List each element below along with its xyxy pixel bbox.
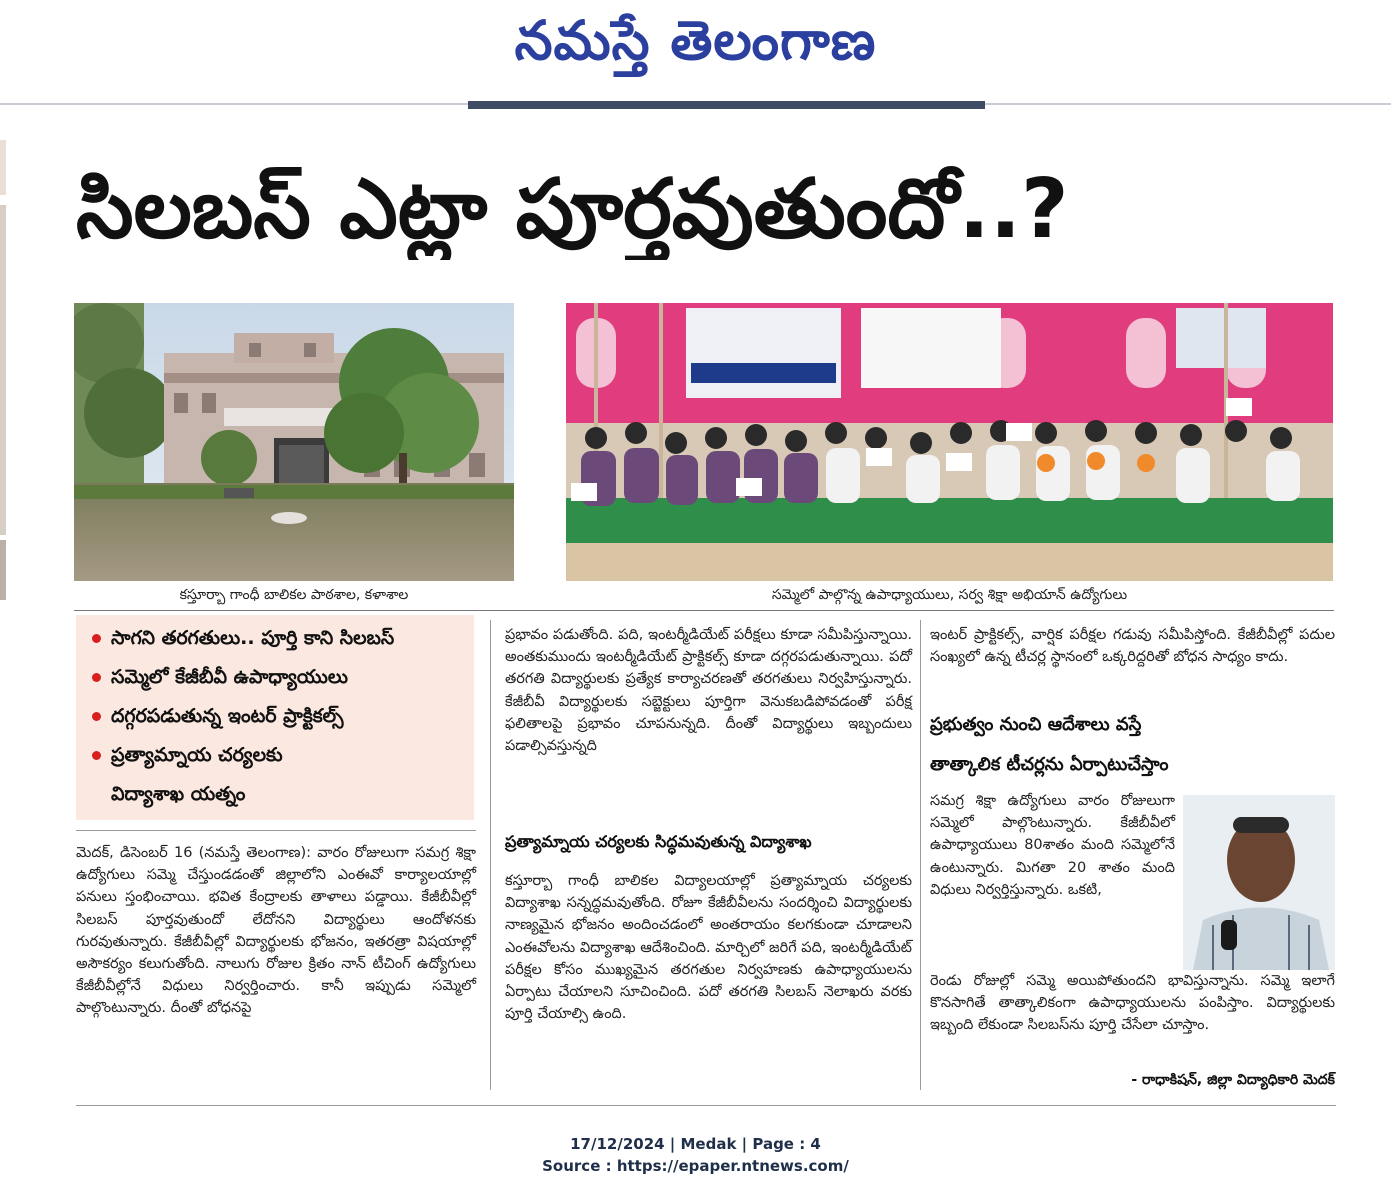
article-column-1: మెదక్, డిసెంబర్ 16 (నమస్తే తెలంగాణ): వారం రోజులుగా సమగ్ర శిక్షా ఉద్యోగులు సమ్మె చేస్తుండడంతో జిల్లాలోని ఎంఈవో కార్యాలయాల్లో పనులు స్తంభించాయి. భవిత కేంద్రాలకు తాళాలు పడ్డాయి. కేజీబీవీల్లో సిలబస్ పూర్తవుతుందో లేదోనని విద్యార్థులు ఆందోళనకు గురవుతున్నారు. కేజీబీవీల్లో విద్యార్థులకు భోజనం, ఇతరత్రా విషయాల్లో అసౌకర్యం కలుగుతోంది. నాలుగు రోజుల క్రితం నాన్ టీచింగ్ ఉద్యోగులు కేజీబీవీల్లోనే విధులు నిర్వర్తించారు. కానీ ఇప్పుడు సమ్మెలో పాల్గొంటున్నారు. దీంతో బోధనపై xyxy=(76,845,476,1017)
subheading-quote-line2: తాత్కాలిక టీచర్లను ఏర్పాటుచేస్తాం xyxy=(930,754,1169,775)
box-separator xyxy=(76,830,476,831)
adjacent-page-edge xyxy=(0,140,18,1115)
officer-quote-continued: రెండు రోజుల్లో సమ్మె అయిపోతుందని భావిస్తున్నాను. సమ్మె ఇలాగే కొనసాగితే తాత్కాలికంగా ఉపాధ్యాయులను పంపిస్తాం. విద్యార్థులకు ఇబ్బంది లేకుండా సిలబస్‌ను పూర్తి చేసేలా చూస్తాం. xyxy=(930,973,1335,1034)
article-bottom-rule xyxy=(76,1105,1336,1106)
bullet-dot-icon xyxy=(92,634,101,643)
bullet-dot-icon xyxy=(92,673,101,682)
highlight-item: సమ్మెలో కేజీబీవీ ఉపాధ్యాయులు xyxy=(92,666,348,693)
byline: - రాధాకిషన్, జిల్లా విద్యాధికారి మెదక్ xyxy=(1131,1072,1335,1088)
caption-rule xyxy=(74,610,1334,611)
headline: సిలబస్ ఎట్లా పూర్తవుతుందో..? xyxy=(76,162,1069,257)
highlight-item: ప్రత్యామ్నాయ చర్యలకు xyxy=(92,744,283,771)
highlights-box xyxy=(76,615,474,820)
strike-protest-photo xyxy=(566,303,1333,581)
article-column-3: ఇంటర్ ప్రాక్టికల్స్, వార్షిక పరీక్షల గడువు సమీపిస్తోంది. కేజీబీవీల్లో పదుల సంఖ్యలో ఉన్న టీచర్ల స్థానంలో ఒక్కరిద్దరితో బోధన సాధ్యం కాదు. xyxy=(930,627,1335,666)
highlight-item: సాగని తరగతులు.. పూర్తి కాని సిలబస్ xyxy=(92,627,394,654)
highlight-item-continued: విద్యాశాఖ యత్నం xyxy=(111,783,246,805)
footer-source: Source : https://epaper.ntnews.com/ xyxy=(542,1157,849,1175)
highlight-item: దగ్గరపడుతున్న ఇంటర్ ప్రాక్టికల్స్ xyxy=(92,705,344,732)
article-column-2-continued: కస్తూర్బా గాంధీ బాలికల విద్యాలయాల్లో ప్రత్యామ్నాయ చర్యలకు విద్యాశాఖ సన్నద్ధమవుతోంది. రోజూ కేజీబీవీలను సందర్శించి విద్యార్థులకు నాణ్యమైన భోజనం అందించడంలో అంతరాయం కలగకుండా చూడాలని ఎంఈవోలను విద్యాశాఖ ఆదేశించింది. మార్చిలో జరిగే పది, ఇంటర్మీడియేట్ పరీక్షల కోసం ముఖ్యమైన తరగతుల నిర్వహణకు ఉపాధ్యాయులను ఏర్పాటు చేయాలని సూచించింది. పదో తరగతి సిలబస్ నెలాఖరు వరకు పూర్తి చేయాల్సి ఉంది. xyxy=(505,873,912,1023)
school-building-photo xyxy=(74,303,514,581)
masthead-accent-bar xyxy=(468,101,985,109)
footer-date-page: 17/12/2024 | Medak | Page : 4 xyxy=(570,1135,821,1153)
officer-quote: సమగ్ర శిక్షా ఉద్యోగులు వారం రోజులుగా సమ్మెలో పాల్గొంటున్నారు. కేజీబీవీలో ఉపాధ్యాయులు 80శాతం మంది సమ్మెలోనే ఉంటున్నారు. మిగతా 20 శాతం మంది విధులు నిర్వర్తిస్తున్నారు. ఒకటి, xyxy=(930,793,1175,898)
column-separator xyxy=(920,620,921,1090)
article-column-2: ప్రభావం పడుతోంది. పది, ఇంటర్మీడియేట్ పరీక్షలు కూడా సమీపిస్తున్నాయి. అంతకుముందు ఇంటర్మీడియేట్ ప్రాక్టికల్స్ కూడా దగ్గరపడుతున్నాయి. పదో తరగతి విద్యార్థులకు ప్రత్యేక కార్యాచరణతో తరగతులు నిర్వహిస్తున్నారు. కేజీబీవీ విద్యార్థులకు సబ్జెక్టులు పూర్తిగా వెనుకబడిపోవడంతో పరీక్ష ఫలితాలపై ప్రభావం చూపనున్నది. దీంతో విద్యార్థులు ఇబ్బందులు పడాల్సివస్తున్నది xyxy=(505,627,912,755)
subheading-education-dept: ప్రత్యామ్నాయ చర్యలకు సిద్ధమవుతున్న విద్యాశాఖ xyxy=(505,832,812,851)
bullet-dot-icon xyxy=(92,751,101,760)
photo-caption-school: కస్తూర్బా గాంధీ బాలికల పాఠశాల, కళాశాల xyxy=(179,587,409,603)
photo-caption-strike: సమ్మెలో పాల్గొన్న ఉపాధ్యాయులు, సర్వ శిక్షా అభియాన్ ఉద్యోగులు xyxy=(771,587,1128,603)
column-separator xyxy=(490,620,491,1090)
masthead xyxy=(0,0,1391,100)
officer-portrait-photo xyxy=(1183,795,1335,970)
subheading-quote-line1: ప్రభుత్వం నుంచి ఆదేశాలు వస్తే xyxy=(930,714,1142,735)
newspaper-logo: నమస్తే తెలంగాణ xyxy=(514,8,877,72)
bullet-dot-icon xyxy=(92,712,101,721)
